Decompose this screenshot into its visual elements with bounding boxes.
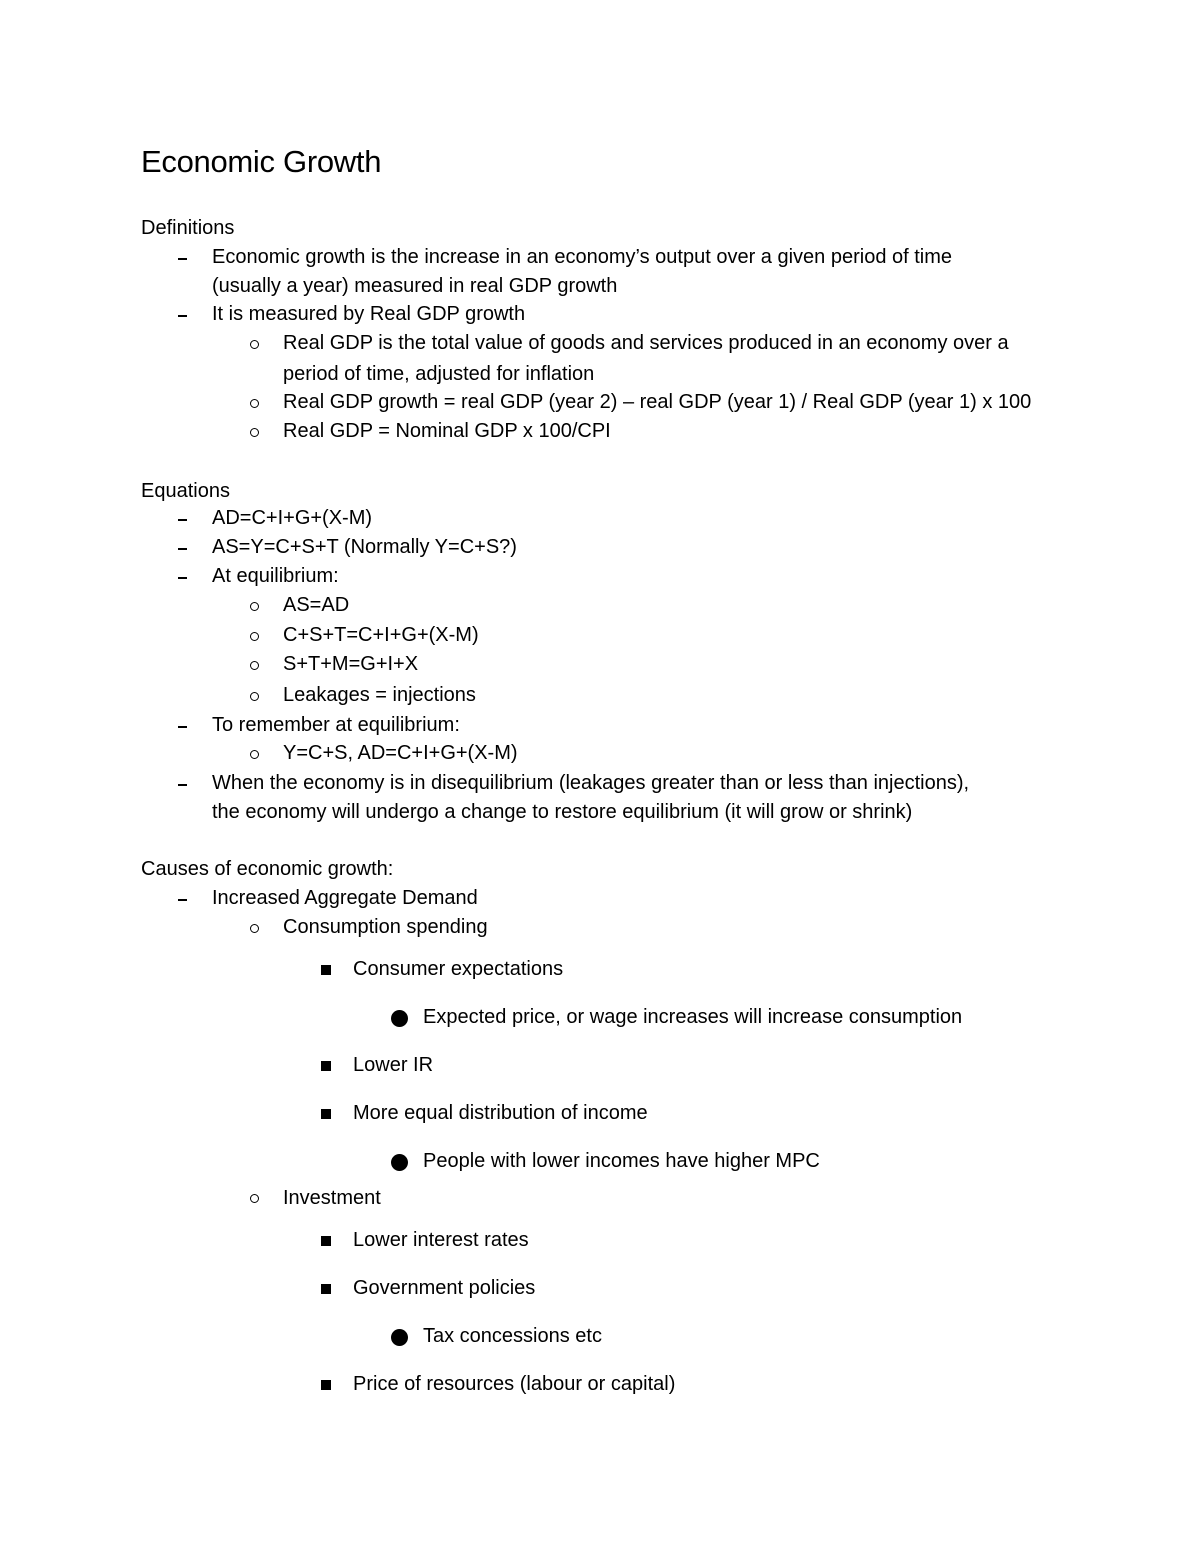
sub-sub-list-item: Lower interest rates (353, 1229, 529, 1251)
circle-bullet-icon (250, 692, 259, 701)
filled-circle-bullet-icon (391, 1329, 408, 1346)
circle-bullet-icon (250, 602, 259, 611)
sub-list-item: Leakages = injections (283, 684, 476, 706)
sub-sub-list-item: More equal distribution of income (353, 1102, 648, 1124)
filled-circle-bullet-icon (391, 1010, 408, 1027)
circle-bullet-icon (250, 632, 259, 641)
square-bullet-icon (321, 1236, 331, 1246)
circle-bullet-icon (250, 661, 259, 670)
list-item: It is measured by Real GDP growth (212, 303, 526, 325)
dash-bullet-icon (178, 258, 187, 260)
level-four-list-item: People with lower incomes have higher MPC (423, 1150, 820, 1172)
circle-bullet-icon (250, 399, 259, 408)
sub-list-item: Real GDP = Nominal GDP x 100/CPI (283, 420, 611, 442)
list-item: Increased Aggregate Demand (212, 887, 478, 909)
sub-sub-list-item: Lower IR (353, 1054, 434, 1076)
dash-bullet-icon (178, 577, 187, 579)
sub-list-item-continuation: period of time, adjusted for inflation (283, 363, 595, 385)
sub-list-item: AS=AD (283, 594, 350, 616)
list-item: AD=C+I+G+(X-M) (212, 507, 373, 529)
circle-bullet-icon (250, 428, 259, 437)
circle-bullet-icon (250, 1194, 259, 1203)
definitions-heading: Definitions (141, 217, 235, 239)
list-item: AS=Y=C+S+T (Normally Y=C+S?) (212, 536, 517, 558)
dash-bullet-icon (178, 784, 187, 786)
circle-bullet-icon (250, 750, 259, 759)
sub-list-item: Consumption spending (283, 916, 488, 938)
dash-bullet-icon (178, 548, 187, 550)
circle-bullet-icon (250, 924, 259, 933)
square-bullet-icon (321, 1061, 331, 1071)
square-bullet-icon (321, 1109, 331, 1119)
equations-heading: Equations (141, 480, 230, 502)
list-item: Economic growth is the increase in an economy’s output over a given period of time (212, 246, 953, 268)
circle-bullet-icon (250, 340, 259, 349)
list-item-continuation: (usually a year) measured in real GDP growth (212, 275, 618, 297)
dash-bullet-icon (178, 726, 187, 728)
filled-circle-bullet-icon (391, 1154, 408, 1171)
square-bullet-icon (321, 965, 331, 975)
sub-sub-list-item: Government policies (353, 1277, 536, 1299)
sub-list-item: Real GDP is the total value of goods and services produced in an economy over a (283, 332, 1009, 354)
sub-sub-list-item: Consumer expectations (353, 958, 564, 980)
level-four-list-item: Expected price, or wage increases will increase consumption (423, 1006, 963, 1028)
sub-list-item: S+T+M=G+I+X (283, 653, 419, 675)
list-item: When the economy is in disequilibrium (leakages greater than or less than injections), (212, 772, 970, 794)
sub-list-item: C+S+T=C+I+G+(X-M) (283, 624, 479, 646)
list-item-continuation: the economy will undergo a change to restore equilibrium (it will grow or shrink) (212, 801, 913, 823)
causes-heading: Causes of economic growth: (141, 858, 394, 880)
dash-bullet-icon (178, 519, 187, 521)
square-bullet-icon (321, 1284, 331, 1294)
sub-list-item: Investment (283, 1187, 381, 1209)
list-item: At equilibrium: (212, 565, 339, 587)
list-item: To remember at equilibrium: (212, 714, 460, 736)
level-four-list-item: Tax concessions etc (423, 1325, 602, 1347)
sub-list-item: Y=C+S, AD=C+I+G+(X-M) (283, 742, 518, 764)
dash-bullet-icon (178, 899, 187, 901)
sub-sub-list-item: Price of resources (labour or capital) (353, 1373, 676, 1395)
dash-bullet-icon (178, 315, 187, 317)
sub-list-item: Real GDP growth = real GDP (year 2) – real GDP (year 1) / Real GDP (year 1) x 100 (283, 391, 1032, 413)
square-bullet-icon (321, 1380, 331, 1390)
page-title: Economic Growth (141, 144, 382, 179)
